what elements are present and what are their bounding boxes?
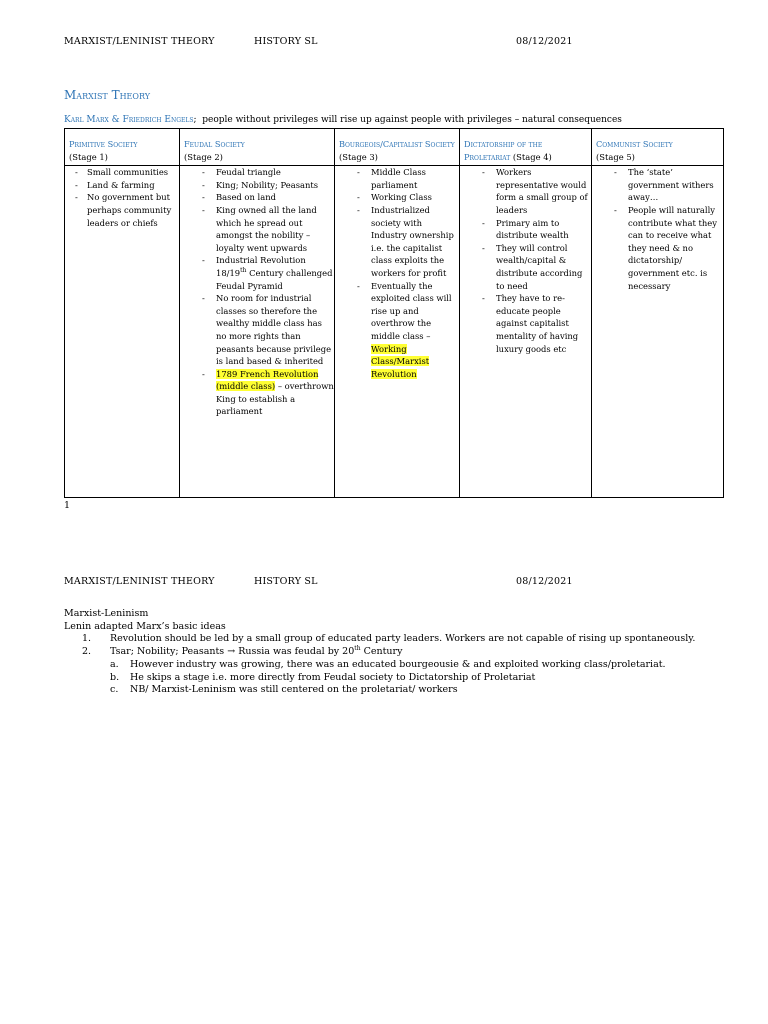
- item-letter: c.: [110, 684, 119, 696]
- header-cell-stage4: [460, 129, 592, 166]
- page-header: [64, 36, 704, 50]
- column-stage: (Stage 2): [184, 151, 223, 162]
- revolt-text: Eventually the exploited class will rise up and overthrow the middle class –: [371, 280, 452, 341]
- list-item: - Small communities: [65, 166, 179, 179]
- list-item: - Working Class: [335, 191, 459, 204]
- list-item: [180, 368, 334, 418]
- header-cell-stage5: [592, 129, 724, 166]
- cell-stage5: [592, 166, 724, 498]
- list-item: [180, 254, 334, 292]
- table-body-row: [65, 166, 724, 498]
- item-text: Revolution should be led by a small group of educated party leaders. Workers are not capable of rising up spontaneously.: [110, 633, 696, 645]
- list-item: - Feudal triangle: [180, 166, 334, 179]
- industrial-text: Industrial Revolution 18/19: [216, 255, 306, 278]
- header-cell-stage2: [180, 129, 335, 166]
- marxist-leninism-section: [64, 608, 714, 697]
- column-name: Primitive Society: [69, 139, 138, 149]
- list-item: - No government but perhaps community leaders or chiefs: [65, 191, 179, 229]
- item-text: However industry was growing, there was an educated bourgeousie & and exploited working class/proletariat.: [130, 658, 666, 670]
- section-intro: Lenin adapted Marx’s basic ideas: [64, 620, 226, 632]
- lettered-item: [64, 684, 714, 697]
- table-header-row: [65, 129, 724, 166]
- list-item: - People will naturally contribute what they can to receive what they need & no dictatorship/ government etc. is necessary: [592, 204, 723, 292]
- list-item: - Middle Class parliament: [335, 166, 459, 191]
- column-stage: (Stage 4): [512, 151, 552, 162]
- column-stage: (Stage 5): [596, 151, 635, 162]
- item-letter: a.: [110, 658, 119, 670]
- list-item: - They have to re-educate people against capitalist mentality of having luxury goods etc: [460, 292, 591, 355]
- list-item: - Primary aim to distribute wealth: [460, 217, 591, 242]
- page-title: Marxist Theory: [64, 88, 151, 102]
- lettered-item: [64, 672, 714, 685]
- item-text: Russia was feudal by 20: [238, 646, 355, 658]
- column-name: Bourgeois/Capitalist Society: [339, 139, 455, 149]
- list-item: - Workers representative would form a small group of leaders: [460, 166, 591, 216]
- item-text: He skips a stage i.e. more directly from Feudal society to Dictatorship of Proletariat: [130, 671, 536, 683]
- item-text: NB/ Marxist-Leninism was still centered on the proletariat/ workers: [130, 684, 458, 696]
- list-item: - They will control wealth/capital & distribute according to need: [460, 242, 591, 292]
- item-number: 1.: [82, 633, 92, 645]
- stages-table: [64, 128, 724, 498]
- column-name: Feudal Society: [184, 139, 245, 149]
- numbered-item: [64, 633, 714, 646]
- list-item: [335, 280, 459, 381]
- list-item: - King owned all the land which he spread out amongst the nobility – loyalty went upwards: [180, 204, 334, 254]
- column-name: Dictatorship of the Proletariat: [464, 139, 543, 162]
- subtitle-authors: Karl Marx & Friedrich Engels: [64, 115, 194, 125]
- header-subject: HISTORY SL: [254, 576, 318, 587]
- list-item: - King; Nobility; Peasants: [180, 179, 334, 192]
- header-cell-stage3: [335, 129, 460, 166]
- cell-stage2: [180, 166, 335, 498]
- section-heading: Marxist-Leninism: [64, 608, 149, 619]
- page-header-2: [64, 576, 704, 590]
- revolution-rest: – overthrown King to establish a parliament: [216, 381, 334, 417]
- cell-stage1: [65, 166, 180, 498]
- subtitle-text: people without privileges will rise up against people with privileges – natural consequences: [202, 115, 622, 125]
- cell-stage4: [460, 166, 592, 498]
- list-item: - The ‘state’ government withers away…: [592, 166, 723, 204]
- subtitle-separator: ;: [193, 115, 197, 125]
- item-text: Century: [363, 646, 403, 658]
- list-item: - Based on land: [180, 191, 334, 204]
- header-date: 08/12/2021: [516, 576, 573, 587]
- superscript: th: [240, 267, 247, 275]
- item-text: Tsar; Nobility; Peasants: [110, 646, 225, 658]
- item-number: 2.: [82, 646, 92, 658]
- highlighted-text: 1789 French Revolution (middle class): [216, 368, 319, 392]
- column-name: Communist Society: [596, 139, 673, 149]
- list-item: - Industrialized society with Industry ownership i.e. the capitalist class exploits the workers for profit: [335, 204, 459, 280]
- cell-stage3: [335, 166, 460, 498]
- list-item: - Land & farming: [65, 179, 179, 192]
- header-course: MARXIST/LENINIST THEORY: [64, 576, 215, 587]
- highlighted-text: Working Class/Marxist Revolution: [371, 343, 430, 379]
- column-stage: (Stage 1): [69, 151, 108, 162]
- header-date: 08/12/2021: [516, 36, 573, 47]
- subtitle: [64, 115, 714, 125]
- header-course: MARXIST/LENINIST THEORY: [64, 36, 215, 47]
- header-subject: HISTORY SL: [254, 36, 318, 47]
- header-cell-stage1: [65, 129, 180, 166]
- arrow-icon: →: [227, 646, 236, 658]
- numbered-item: [64, 646, 714, 659]
- list-item: - No room for industrial classes so therefore the wealthy middle class has no more rights than peasants because privilege is land based & inherited: [180, 292, 334, 368]
- item-letter: b.: [110, 671, 120, 683]
- industrial-rest: Century challenged Feudal Pyramid: [216, 267, 333, 291]
- page-number: 1: [64, 500, 71, 511]
- superscript: th: [354, 644, 361, 652]
- lettered-item: [64, 659, 714, 672]
- column-stage: (Stage 3): [339, 151, 378, 162]
